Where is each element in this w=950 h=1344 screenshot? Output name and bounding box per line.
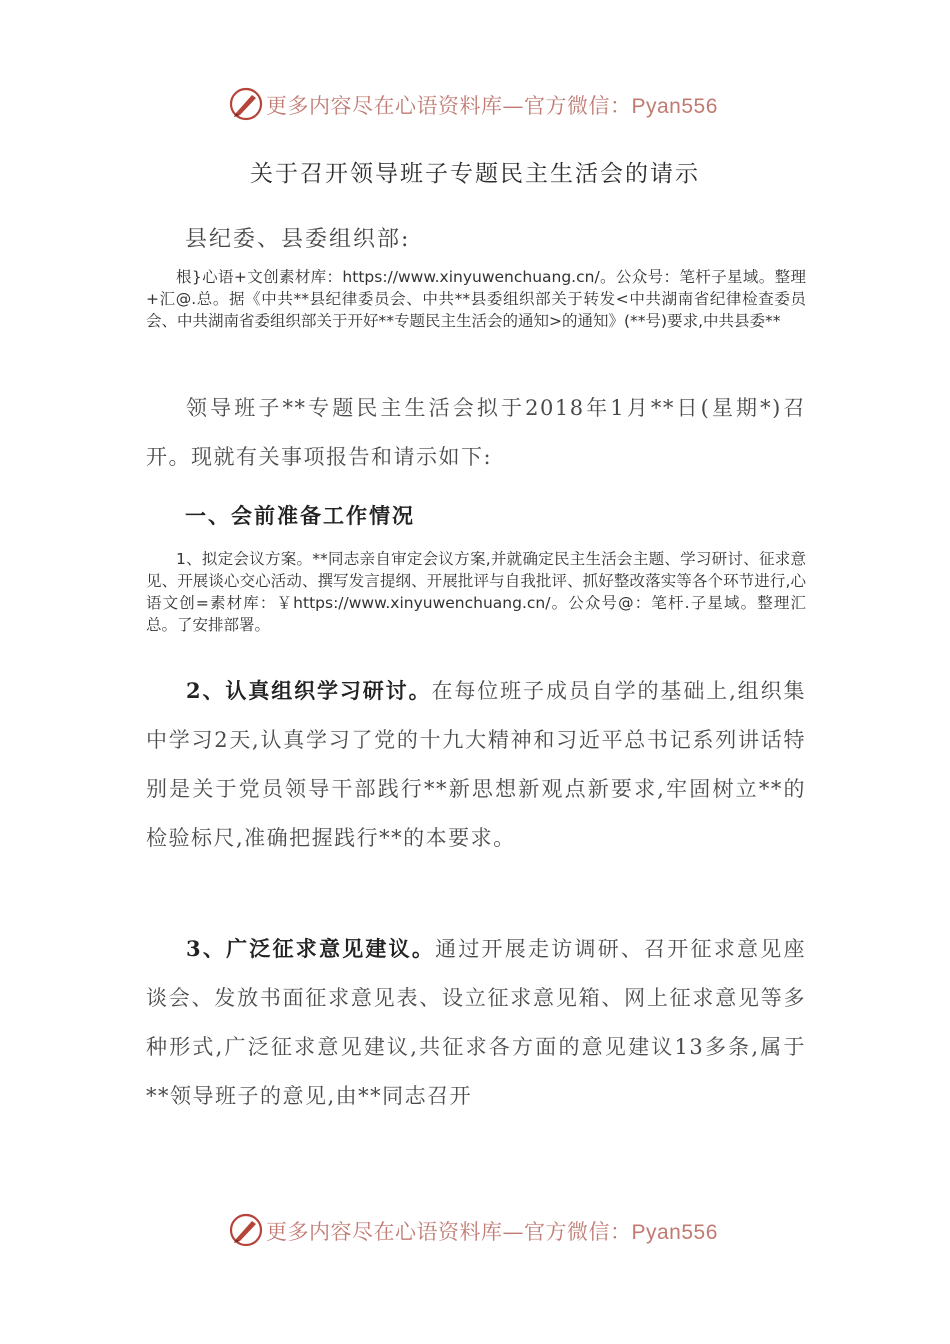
wechat-id: Pyan556 bbox=[631, 1221, 718, 1244]
step3-title: 3、广泛征求意见建议。 bbox=[186, 936, 436, 961]
step1-paragraph: 1、拟定会议方案。**同志亲自审定会议方案,并就确定民主生活会主题、学习研讨、征求意见、开展谈心交心活动、撰写发言提纲、开展批评与自我批评、抓好整改落实等各个环节进行,心语文创=素材库：￥https://www.xinyuwenchuang.cn/。公众号@：笔杆.子星域。整理汇总。了安排部署。 bbox=[146, 550, 806, 634]
pen-logo-icon bbox=[228, 86, 264, 122]
pen-logo-icon bbox=[228, 1212, 264, 1248]
meeting-paragraph: 领导班子**专题民主生活会拟于2018年1月**日(星期*)召开。现就有关事项报告和请示如下: bbox=[146, 396, 806, 469]
step3-body: 通过开展走访调研、召开征求意见座谈会、发放书面征求意见表、设立征求意见箱、网上征求意见等多种形式,广泛征求意见建议,共征求各方面的意见建议13多条,属于**领导班子的意见,由**同志召开 bbox=[146, 937, 806, 1108]
banner-text: 更多内容尽在心语资料库—官方微信：Pyan556 bbox=[266, 94, 718, 118]
source-paragraph: 根}心语+文创素材库：https://www.xinyuwenchuang.cn/。公众号：笔杆子星域。整理+汇@.总。据《中共**县纪律委员会、中共**县委组织部关于转发<中共湖南省纪律检查委员会、中共湖南省委组织部关于开好**专题民主生活会的通知>的通知》(**号)要求,中共县委** bbox=[146, 268, 806, 330]
section-heading: 一、会前准备工作情况 bbox=[185, 503, 415, 528]
step2-body: 在每位班子成员自学的基础上,组织集中学习2天,认真学习了党的十九大精神和习近平总书记系列讲话特别是关于党员领导干部践行**新思想新观点新要求,牢固树立**的检验标尺,准确把握践行**的本要求。 bbox=[146, 679, 806, 850]
footer-banner bbox=[0, 1210, 950, 1250]
document-title: 关于召开领导班子专题民主生活会的请示 bbox=[250, 161, 700, 187]
banner-text: 更多内容尽在心语资料库—官方微信：Pyan556 bbox=[266, 1220, 718, 1244]
step2-paragraph bbox=[146, 666, 806, 863]
header-banner bbox=[0, 84, 950, 124]
step3-paragraph bbox=[146, 924, 806, 1121]
salutation: 县纪委、县委组织部: bbox=[185, 227, 411, 252]
step2-title: 2、认真组织学习研讨。 bbox=[186, 678, 432, 703]
wechat-id: Pyan556 bbox=[631, 95, 718, 118]
